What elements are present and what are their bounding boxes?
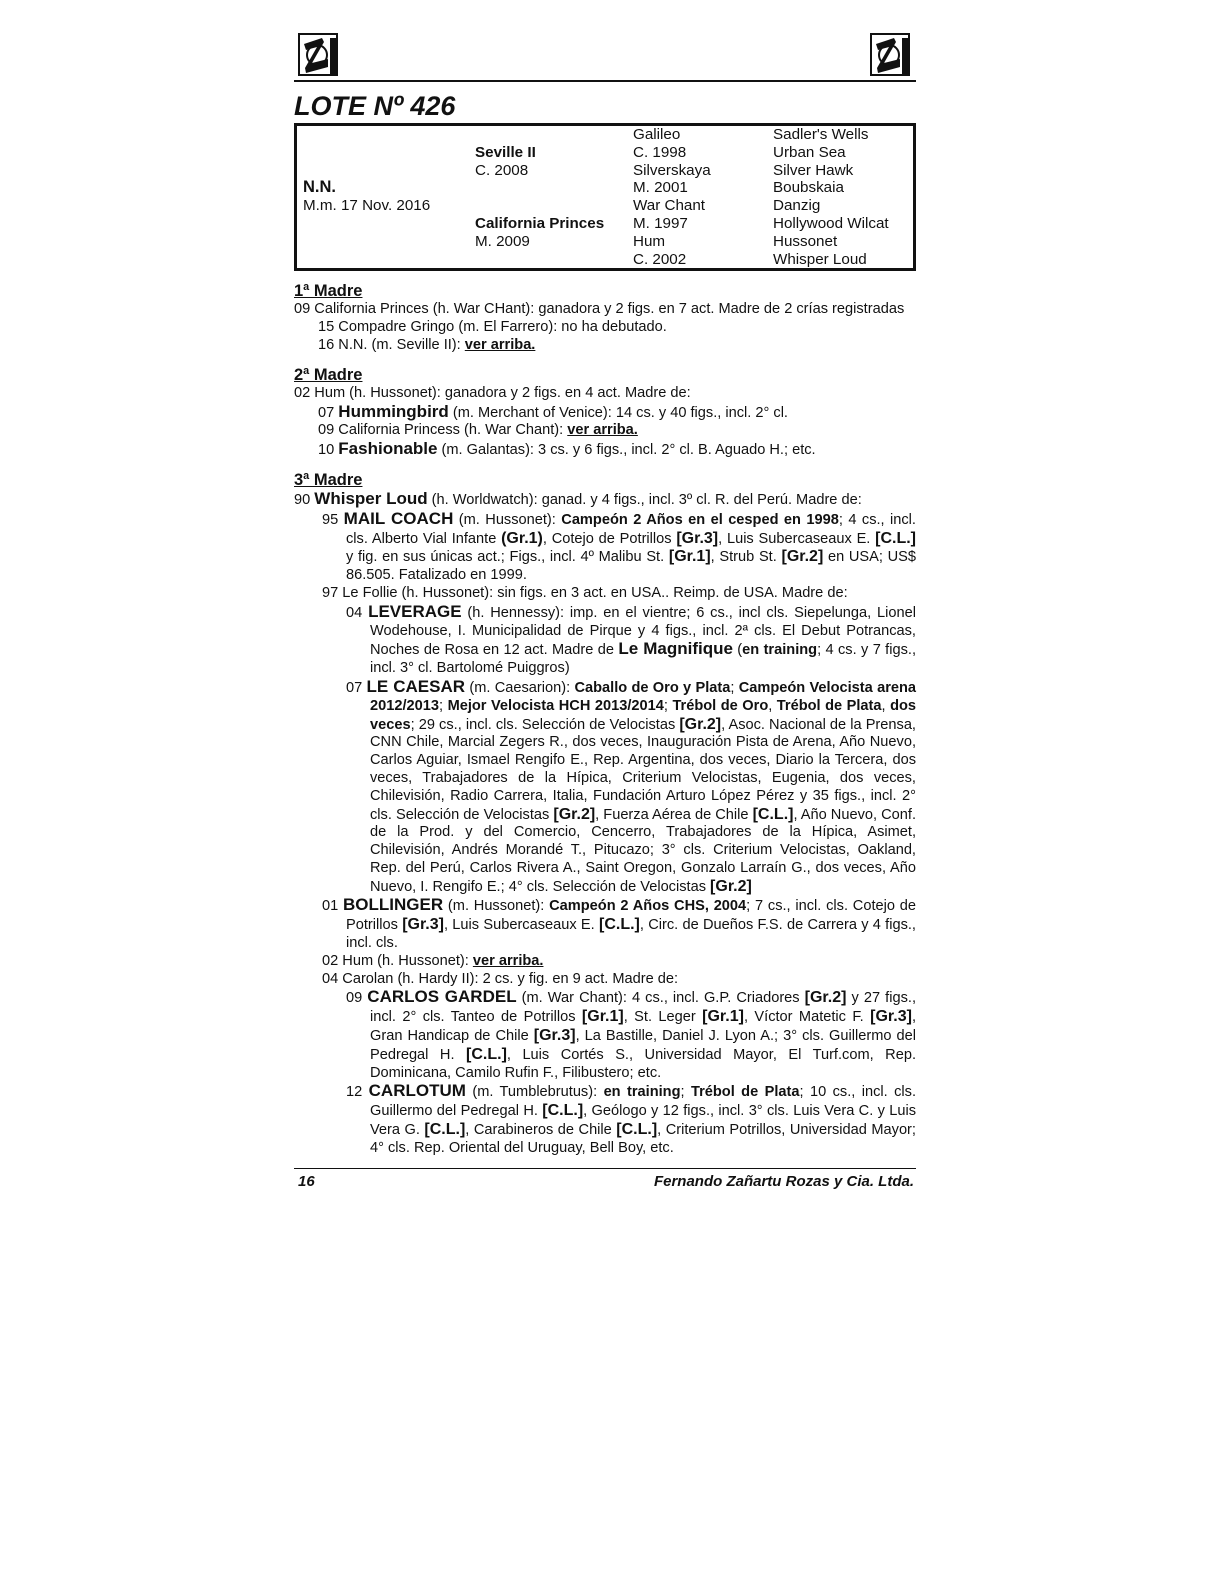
dam-desc: M. 2009 — [475, 232, 530, 250]
pedigree-cell: War Chant — [633, 197, 706, 215]
produce-entry: 09 California Princess (h. War Chant): ver arriba. — [318, 422, 638, 439]
pedigree-cell: Whisper Loud — [773, 250, 867, 268]
produce-entry: 07 LE CAESAR (m. Caesarion): Caballo de Oro y Plata; Campeón Velocista arena 2012/2013; Mejor Velocista HCH 2013/2014; Trébol de Oro, Trébol de Plata, dos veces; 29 cs., incl. cls. Selección de Velocistas [Gr.2], Asoc. Nacional de la Prensa, CNN Chile, Marcial Zegers R., dos veces, Inauguración Pista de Arena, Año Nuevo, Carlos Aguiar, Ismael Rengifo E., Rep. Argentina, dos veces, Diario la Tercera, dos veces, Trabajadores de la Hípica, Criterium Velocistas, Eugenia, dos veces, Chilevisión, Radio Carrera, Italia, Fundación Arturo López Pérez y 35 figs., incl. 2° cls. Selección de Velocistas [Gr.2], Fuerza Aérea de Chile [C.L.], Año Nuevo, Conf. de la Prod. y del Comercio, Cencerro, Trabajadores de la Hípica, Asimet, Chilevisión, Andrés Morandé T., Pitucazo; 3° cls. Criterium Velocistas, Oakland, Rep. del Perú, Carlos Rivera A., Saint Oregon, Gonzalo Larraín G., dos veces, Año Nuevo, I. Rengifo E.; 4° cls. Selección de Velocistas [Gr.2] — [346, 676, 917, 895]
page-footer — [294, 1168, 916, 1193]
dam-entry: 09 California Princes (h. War CHant): ganadora y 2 figs. en 7 act. Madre de 2 crías registradas — [294, 301, 905, 318]
pedigree-cell: Galileo — [633, 126, 681, 143]
section-heading-third-dam: 3ª Madre — [294, 470, 363, 489]
pedigree-cell: Silver Hawk — [773, 161, 854, 179]
produce-entry: 97 Le Follie (h. Hussonet): sin figs. en 3 act. en USA.. Reimp. de USA. Madre de: — [322, 584, 848, 601]
produce-entry: 02 Hum (h. Hussonet): ver arriba. — [322, 952, 544, 969]
sire-desc: C. 2008 — [475, 161, 529, 179]
pedigree-cell: Danzig — [773, 197, 821, 215]
pedigree-cell: Hollywood Wilcat — [773, 214, 889, 232]
lot-title: LOTE Nº 426 — [294, 91, 456, 121]
dam-entry: 90 Whisper Loud (h. Worldwatch): ganad. y 4 figs., incl. 3º cl. R. del Perú. Madre de: — [294, 488, 862, 508]
ver-arriba-ref: ver arriba. — [567, 422, 638, 439]
company-name: Fernando Zañartu Rozas y Cia. Ltda. — [653, 1172, 914, 1190]
section-heading-second-dam: 2ª Madre — [294, 365, 363, 384]
produce-entry: 07 Hummingbird (m. Merchant of Venice): 14 cs. y 40 figs., incl. 2° cl. — [318, 401, 788, 421]
horse-name: N.N. — [303, 178, 336, 197]
pedigree-table — [294, 123, 916, 271]
pedigree-cell: Hussonet — [773, 232, 838, 250]
pedigree-cell: Silverskaya — [633, 161, 711, 179]
pedigree-cell: Boubskaia — [773, 179, 844, 197]
produce-entry: 04 Carolan (h. Hardy II): 2 cs. y fig. en 9 act. Madre de: — [322, 970, 679, 987]
pedigree-cell: Sadler's Wells — [773, 126, 869, 143]
pedigree-cell: C. 1998 — [633, 143, 687, 161]
page-header — [294, 30, 916, 82]
pedigree-cell: M. 2001 — [633, 179, 688, 197]
pedigree-cell: M. 1997 — [633, 214, 688, 232]
pedigree-cell: Hum — [633, 232, 666, 250]
produce-entry: 12 CARLOTUM (m. Tumblebrutus): en training; Trébol de Plata; 10 cs., incl. cls. Guillermo del Pedregal H. [C.L.], Geólogo y 12 figs., incl. 3° cls. Luis Vera C. y Luis Vera G. [C.L.], Carabineros de Chile [C.L.], Criterium Potrillos, Universidad Mayor; 4° cls. Rep. Oriental del Uruguay, Bell Boy, etc. — [346, 1081, 916, 1156]
ver-arriba-ref: ver arriba. — [472, 952, 544, 969]
produce-entry: 10 Fashionable (m. Galantas): 3 cs. y 6 figs., incl. 2° cl. B. Aguado H.; etc. — [318, 439, 816, 459]
produce-entry: 15 Compadre Gringo (m. El Farrero): no ha debutado. — [318, 319, 667, 336]
ver-arriba-ref: ver arriba. — [464, 336, 536, 353]
pedigree-cell: C. 2002 — [633, 250, 687, 268]
produce-entry: 01 BOLLINGER (m. Hussonet): Campeón 2 Años CHS, 2004; 7 cs., incl. cls. Cotejo de Potrillos [Gr.3], Luis Subercaseaux E. [C.L.], Circ. de Dueños F.S. de Carrera y 4 figs., incl. cls. — [322, 895, 917, 952]
page-number: 16 — [298, 1172, 315, 1190]
produce-entry: 16 N.N. (m. Seville II): ver arriba. — [318, 336, 536, 353]
section-heading-first-dam: 1ª Madre — [294, 282, 363, 301]
zr-logo-icon — [870, 33, 912, 77]
produce-entry: 95 MAIL COACH (m. Hussonet): Campeón 2 Años en el cesped en 1998; 4 cs., incl. cls. Alberto Vial Infante (Gr.1), Cotejo de Potrillos [Gr.3], Luis Subercaseaux E. [C.L.] y fig. en sus únicas act.; Figs., incl. 4º Malibu St. [Gr.1], Strub St. [Gr.2] en USA; US$ 86.505. Fatalizado en 1999. — [322, 508, 917, 584]
pedigree-cell: Urban Sea — [773, 143, 846, 161]
horse-desc: M.m. 17 Nov. 2016 — [303, 197, 431, 215]
zr-logo-icon — [298, 33, 340, 77]
dam-entry: 02 Hum (h. Hussonet): ganadora y 2 figs. en 4 act. Madre de: — [294, 384, 691, 401]
dam-name: California Princes — [475, 214, 605, 232]
produce-entry: 09 CARLOS GARDEL (m. War Chant): 4 cs., incl. G.P. Criadores [Gr.2] y 27 figs., incl. 2° cls. Tanteo de Potrillos [Gr.1], St. Leger [Gr.1], Víctor Matetic F. [Gr.3], Gran Handicap de Chile [Gr.3], La Bastille, Daniel J. Lyon A.; 3° cls. Guillermo del Pedregal H. [C.L.], Luis Cortés S., Universidad Mayor, El Turf.com, Rep. Dominicana, Camilo Rufin F., Filibustero; etc. — [346, 987, 917, 1081]
catalog-page — [294, 30, 916, 1193]
produce-entry: 04 LEVERAGE (h. Hennessy): imp. en el vientre; 6 cs., incl cls. Siepelunga, Lionel Wodehouse, I. Municipalidad de Pirque y 4 figs., incl. 2ª cls. El Debut Potrancas, Noches de Rosa en 12 act. Madre de Le Magnifique (en training; 4 cs. y 7 figs., incl. 3° cl. Bartolomé Puiggros) — [346, 601, 917, 677]
sire-name: Seville II — [475, 143, 536, 161]
